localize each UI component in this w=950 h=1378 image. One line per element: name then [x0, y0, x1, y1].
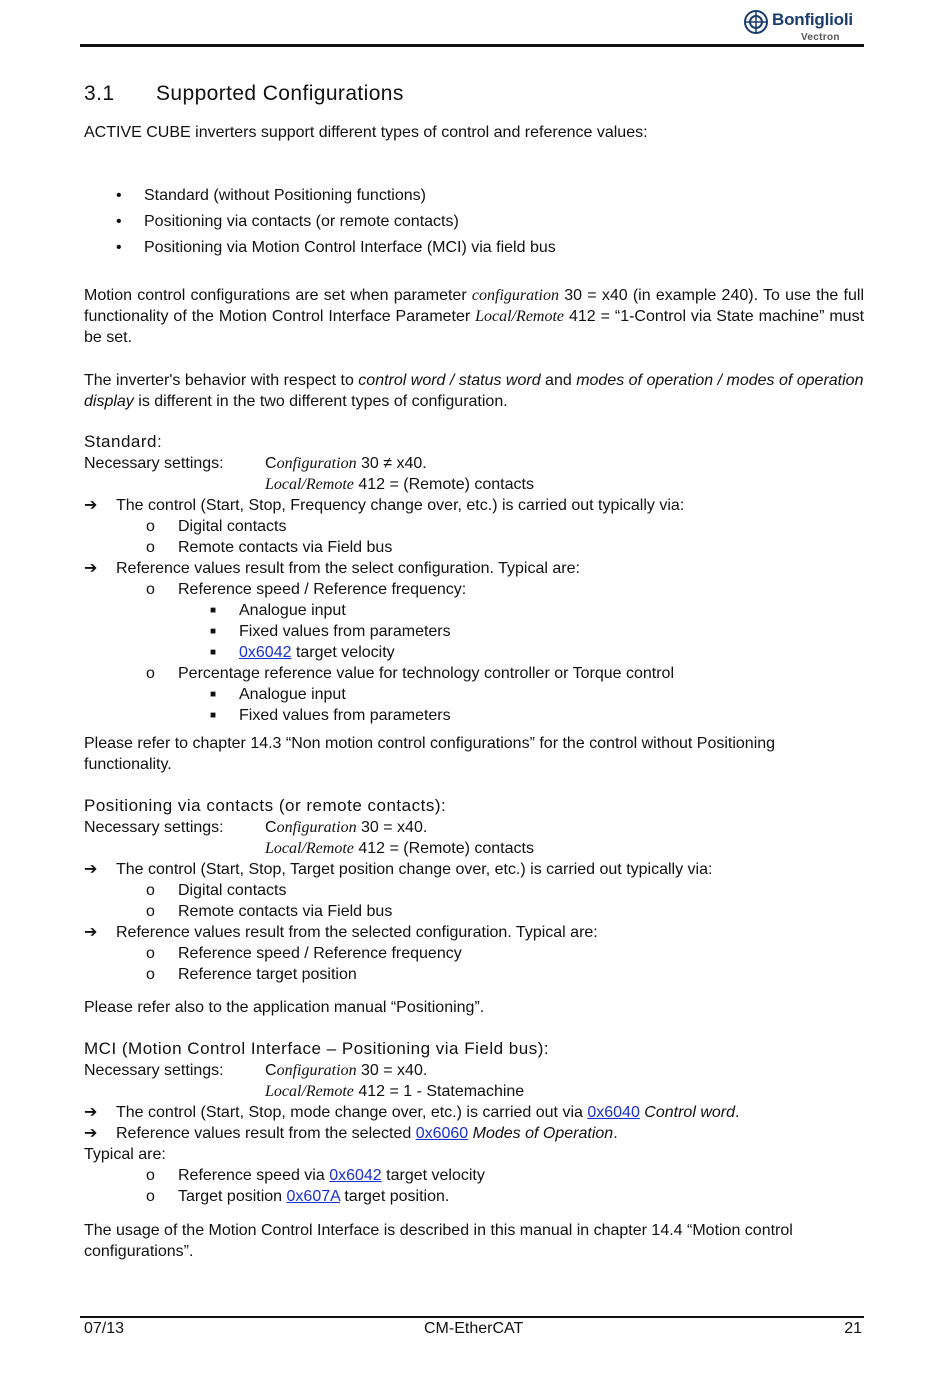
- text-run: Motion control configurations are set when parameter: [84, 287, 472, 304]
- circle-bullet-icon: o: [146, 882, 155, 899]
- param-name: onfiguration: [276, 1062, 357, 1079]
- reference-statement: Reference values result from the selected configuration. Typical are:: [116, 924, 598, 941]
- param-value: 30 = x40.: [356, 1062, 428, 1079]
- settings-label: Necessary settings:: [84, 455, 224, 472]
- footer-date: 07/13: [84, 1320, 125, 1337]
- circle-bullet-icon: o: [146, 945, 155, 962]
- text-run: is different in the two different types of configuration.: [133, 393, 508, 410]
- param-name: Local/Remote: [265, 476, 354, 493]
- param-value: 30 ≠ x40.: [356, 455, 427, 472]
- local-remote-setting: [265, 838, 534, 859]
- arrow-right-icon: ➔: [84, 1104, 98, 1121]
- section-number: 3.1: [84, 82, 115, 105]
- reference-statement: [116, 1123, 618, 1144]
- mci-heading: MCI (Motion Control Interface – Positioning via Field bus):: [84, 1039, 550, 1058]
- list-item: [178, 1186, 449, 1207]
- text-run: target velocity: [291, 644, 395, 661]
- settings-label: Necessary settings:: [84, 819, 224, 836]
- arrow-right-icon: ➔: [84, 1125, 98, 1142]
- list-item: Fixed values from parameters: [239, 623, 451, 640]
- text-run: C: [265, 819, 277, 836]
- param-name: Local/Remote: [265, 840, 354, 857]
- configuration-setting: [265, 817, 427, 838]
- page-number: 21: [844, 1320, 862, 1337]
- intro-bullet: Positioning via Motion Control Interface (MCI) via field bus: [144, 239, 556, 256]
- brand-name: Bonfiglioli: [772, 10, 853, 29]
- circle-bullet-icon: o: [146, 1188, 155, 1205]
- circle-bullet-icon: o: [146, 1167, 155, 1184]
- object-link-0x6060[interactable]: 0x6060: [415, 1125, 469, 1142]
- list-item: Analogue input: [239, 686, 346, 703]
- text-run: Target position: [178, 1188, 287, 1205]
- control-statement: [116, 1102, 739, 1123]
- object-name: modes of operation / modes of operation display: [84, 372, 864, 410]
- behavior-paragraph: [84, 370, 864, 412]
- footer-rule: [80, 1316, 864, 1318]
- square-bullet-icon: ■: [210, 710, 217, 721]
- object-name: Control word: [644, 1104, 735, 1121]
- list-item: Reference speed / Reference frequency: [178, 945, 462, 962]
- text-run: target position.: [339, 1188, 450, 1205]
- param-name: onfiguration: [276, 819, 357, 836]
- configuration-setting: [265, 1060, 427, 1081]
- circle-bullet-icon: o: [146, 539, 155, 556]
- param-name: configuration: [471, 287, 559, 304]
- text-run: C: [265, 455, 277, 472]
- footer-title: CM-EtherCAT: [424, 1320, 524, 1337]
- circle-bullet-icon: o: [146, 581, 155, 598]
- text-run: 412 = “1-Control via State machine” must be set.: [84, 308, 865, 346]
- square-bullet-icon: ■: [210, 605, 217, 616]
- list-item: [178, 1165, 485, 1186]
- param-name: Local/Remote: [265, 1083, 354, 1100]
- control-statement: The control (Start, Stop, Target position change over, etc.) is carried out typically via:: [116, 861, 713, 878]
- circle-bullet-icon: o: [146, 665, 155, 682]
- object-name: control word / status word: [358, 372, 541, 389]
- object-link-0x6042[interactable]: 0x6042: [239, 644, 292, 661]
- text-run: The control (Start, Stop, mode change over, etc.) is carried out via: [116, 1104, 588, 1121]
- local-remote-setting: [265, 1081, 524, 1102]
- param-value: 412 = 1 - Statemachine: [353, 1083, 525, 1100]
- object-name: Modes of Operation: [472, 1125, 614, 1142]
- circle-bullet-icon: o: [146, 518, 155, 535]
- list-item: Remote contacts via Field bus: [178, 903, 393, 920]
- list-item: Reference target position: [178, 966, 357, 983]
- arrow-right-icon: ➔: [84, 924, 98, 941]
- control-statement: The control (Start, Stop, Frequency change over, etc.) is carried out typically via:: [116, 497, 685, 514]
- param-name: onfiguration: [276, 455, 357, 472]
- configuration-setting: [265, 453, 427, 474]
- header-rule: [80, 44, 864, 47]
- object-link-0x607a[interactable]: 0x607A: [286, 1188, 340, 1205]
- bonfiglioli-logo-icon: [744, 10, 768, 34]
- brand-logo: [744, 8, 864, 44]
- section-title: [84, 82, 404, 106]
- circle-bullet-icon: o: [146, 903, 155, 920]
- list-item: [239, 642, 395, 663]
- square-bullet-icon: ■: [210, 647, 217, 658]
- text-run: C: [265, 1062, 277, 1079]
- positioning-heading: Positioning via contacts (or remote contacts):: [84, 796, 447, 815]
- list-item: Reference speed / Reference frequency:: [178, 581, 467, 598]
- intro-bullet: Standard (without Positioning functions): [144, 187, 426, 204]
- bullet-dot-icon: •: [116, 187, 122, 204]
- arrow-right-icon: ➔: [84, 861, 98, 878]
- section-title-text: Supported Configurations: [156, 82, 404, 105]
- list-item: Percentage reference value for technology controller or Torque control: [178, 665, 674, 682]
- positioning-note: Please refer also to the application manual “Positioning”.: [84, 999, 485, 1016]
- text-run: target velocity: [381, 1167, 485, 1184]
- motion-config-paragraph: [84, 285, 864, 348]
- param-name: Local/Remote: [475, 308, 565, 325]
- object-link-0x6042[interactable]: 0x6042: [329, 1167, 382, 1184]
- reference-statement: Reference values result from the select configuration. Typical are:: [116, 560, 580, 577]
- text-run: Reference values result from the selected: [116, 1125, 416, 1142]
- intro-bullet: Positioning via contacts (or remote contacts): [144, 213, 459, 230]
- param-value: 412 = (Remote) contacts: [353, 476, 534, 493]
- text-run: .: [735, 1104, 740, 1121]
- circle-bullet-icon: o: [146, 966, 155, 983]
- text-run: and: [540, 372, 577, 389]
- brand-subname: Vectron: [801, 32, 840, 43]
- param-value: 30 = x40.: [356, 819, 428, 836]
- square-bullet-icon: ■: [210, 689, 217, 700]
- list-item: Digital contacts: [178, 518, 287, 535]
- standard-note: Please refer to chapter 14.3 “Non motion control configurations” for the control without Positioning functionality.: [84, 735, 776, 773]
- bullet-dot-icon: •: [116, 213, 122, 230]
- square-bullet-icon: ■: [210, 626, 217, 637]
- bullet-dot-icon: •: [116, 239, 122, 256]
- list-item: Remote contacts via Field bus: [178, 539, 393, 556]
- text-run: .: [613, 1125, 618, 1142]
- arrow-right-icon: ➔: [84, 497, 98, 514]
- list-item: Digital contacts: [178, 882, 287, 899]
- intro-paragraph: ACTIVE CUBE inverters support different types of control and reference values:: [84, 124, 648, 141]
- arrow-right-icon: ➔: [84, 560, 98, 577]
- list-item: Analogue input: [239, 602, 346, 619]
- list-item: Fixed values from parameters: [239, 707, 451, 724]
- settings-label: Necessary settings:: [84, 1062, 224, 1079]
- local-remote-setting: [265, 474, 534, 495]
- text-run: 30 = x40 (in example 240). To use the full functionality of the Motion Control Interface Parameter: [84, 287, 865, 325]
- mci-note: The usage of the Motion Control Interface is described in this manual in chapter 14.4 “Motion control configurations”.: [84, 1222, 793, 1260]
- text-run: Reference speed via: [178, 1167, 330, 1184]
- text-run: The inverter's behavior with respect to: [84, 372, 359, 389]
- object-link-0x6040[interactable]: 0x6040: [587, 1104, 640, 1121]
- standard-heading: Standard:: [84, 432, 163, 451]
- param-value: 412 = (Remote) contacts: [353, 840, 534, 857]
- typical-label: Typical are:: [84, 1146, 166, 1163]
